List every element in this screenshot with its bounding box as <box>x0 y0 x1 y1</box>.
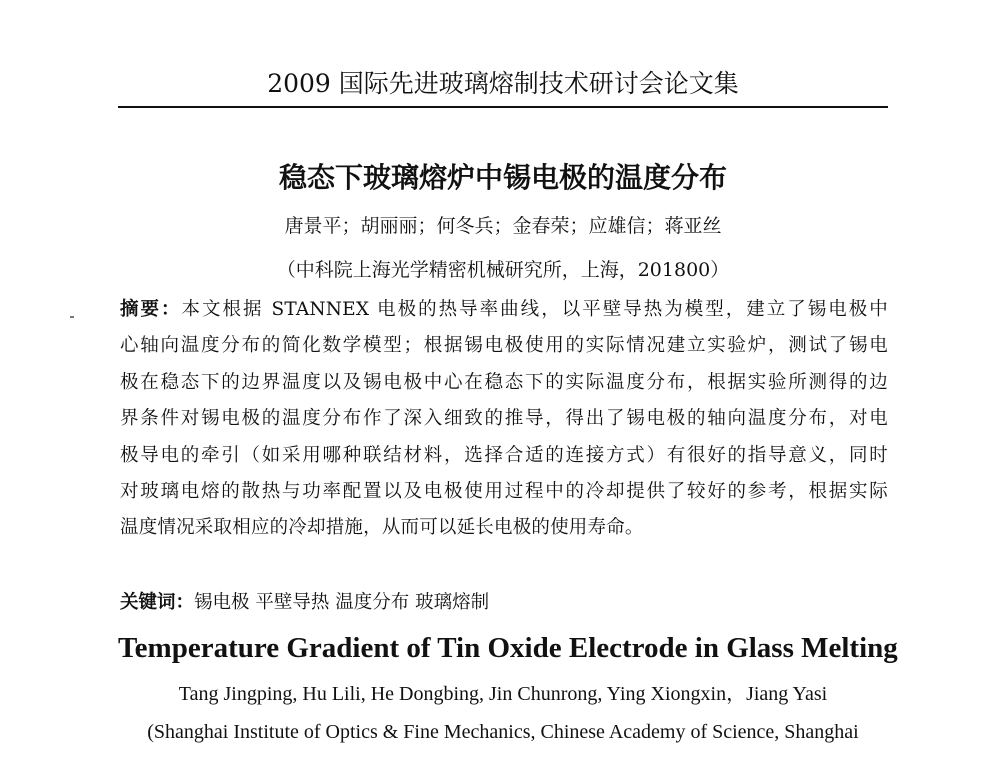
abstract-line: 极导电的牵引（如采用哪种联结材料，选择合适的连接方式）有很好的指导意义，同时 <box>120 444 888 466</box>
chinese-authors: 唐景平；胡丽丽；何冬兵；金春荣；应雄信；蒋亚丝 <box>284 215 722 237</box>
abstract-line: 心轴向温度分布的简化数学模型；根据锡电极使用的实际情况建立实验炉，测试了锡电 <box>120 335 888 357</box>
chinese-title: 稳态下玻璃熔炉中锡电极的温度分布 <box>278 161 727 194</box>
abstract-line: 温度情况采取相应的冷却措施，从而可以延长电极的使用寿命。 <box>120 517 644 539</box>
keywords-text: 锡电极 平壁导热 温度分布 玻璃熔制 <box>194 592 490 613</box>
english-affiliation: (Shanghai Institute of Optics & Fine Mechanics, Chinese Academy of Science, Shanghai <box>147 721 859 743</box>
header-rule <box>118 106 888 108</box>
scan-speck <box>70 316 74 318</box>
chinese-affiliation: （中科院上海光学精密机械研究所，上海，201800） <box>276 259 730 281</box>
abstract-line: 极在稳态下的边界温度以及锡电极中心在稳态下的实际温度分布，根据实验所测得的边 <box>120 371 888 393</box>
english-title: Temperature Gradient of Tin Oxide Electrode in Glass Melting <box>118 632 898 664</box>
abstract <box>120 292 888 547</box>
keywords-label: 关键词： <box>120 592 195 613</box>
abstract-line: 界条件对锡电极的温度分布作了深入细致的推导，得出了锡电极的轴向温度分布，对电 <box>120 408 888 430</box>
abstract-label: 摘要： <box>120 299 182 320</box>
keywords <box>120 588 888 618</box>
abstract-line: 对玻璃电熔的散热与功率配置以及电极使用过程中的冷却提供了较好的参考，根据实际 <box>120 480 888 502</box>
english-authors: Tang Jingping, Hu Lili, He Dongbing, Jin Chunrong, Ying Xiongxin，Jiang Yasi <box>178 683 828 705</box>
abstract-line <box>120 292 888 328</box>
abstract-line-text: 本文根据 STANNEX 电极的热导率曲线，以平壁导热为模型，建立了锡电极中 <box>181 299 888 320</box>
running-header: 2009 国际先进玻璃熔制技术研讨会论文集 <box>267 69 739 98</box>
